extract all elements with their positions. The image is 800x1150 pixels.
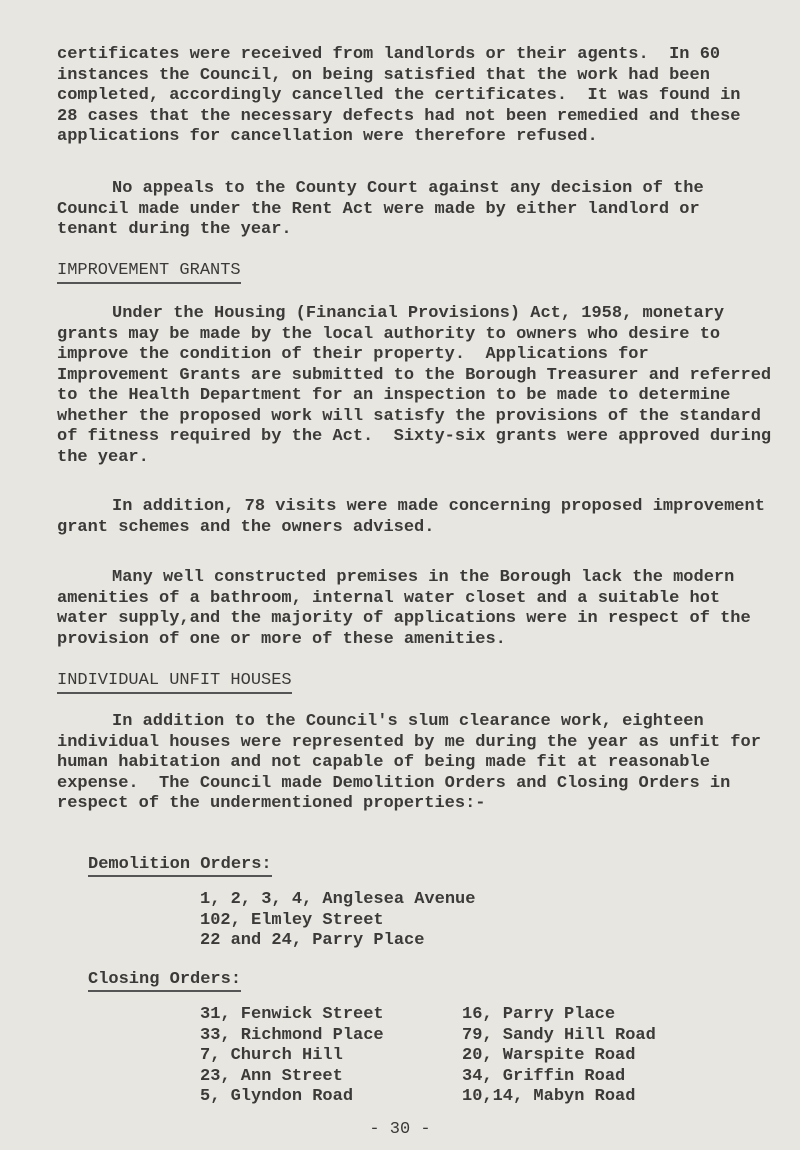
text-line: expense. The Council made Demolition Orders and Closing Orders in xyxy=(57,773,731,793)
text-line: amenities of a bathroom, internal water closet and a suitable hot xyxy=(57,588,721,608)
page-number: - 30 - xyxy=(369,1120,431,1139)
text-line: grants may be made by the local authority to owners who desire to xyxy=(57,324,721,344)
closing-orders-label: Closing Orders: xyxy=(88,970,241,992)
paragraph-unfit-houses xyxy=(57,712,761,815)
demolition-orders-label: Demolition Orders: xyxy=(88,855,272,877)
text-line: completed, accordingly cancelled the certificates. It was found in xyxy=(57,86,741,105)
text-line: 10,14, Mabyn Road xyxy=(462,1087,636,1106)
closing-orders-column-1 xyxy=(200,1005,384,1108)
text-line: 20, Warspite Road xyxy=(462,1046,636,1065)
demolition-orders-list xyxy=(200,890,475,952)
text-line: 31, Fenwick Street xyxy=(200,1005,384,1024)
text-line: instances the Council, on being satisfied that the work had been xyxy=(57,65,710,85)
text-line: grant schemes and the owners advised. xyxy=(57,517,435,537)
text-line: In addition, 78 visits were made concerning proposed improvement xyxy=(112,497,765,516)
text-line: 16, Parry Place xyxy=(462,1005,616,1024)
text-line: 23, Ann Street xyxy=(200,1066,343,1086)
text-line: 79, Sandy Hill Road xyxy=(462,1025,656,1045)
text-line: provision of one or more of these amenities. xyxy=(57,629,506,649)
text-line: respect of the undermentioned properties:- xyxy=(57,794,486,813)
text-line: to the Health Department for an inspection to be made to determine xyxy=(57,386,731,405)
text-line: No appeals to the County Court against any decision of the xyxy=(112,179,704,198)
text-line: 5, Glyndon Road xyxy=(200,1087,354,1106)
text-line: 33, Richmond Place xyxy=(200,1025,384,1045)
text-line: 7, Church Hill xyxy=(200,1046,343,1065)
text-line: of fitness required by the Act. Sixty-six grants were approved during xyxy=(57,427,772,446)
closing-orders-column-2 xyxy=(462,1005,656,1108)
text-line: individual houses were represented by me during the year as unfit for xyxy=(57,732,761,752)
paragraph-amenities xyxy=(57,568,751,650)
paragraph-appeals xyxy=(57,179,704,241)
text-line: human habitation and not capable of being made fit at reasonable xyxy=(57,753,710,772)
paragraph-certificates xyxy=(57,45,741,148)
text-line: applications for cancellation were therefore refused. xyxy=(57,127,598,146)
text-line: 102, Elmley Street xyxy=(200,910,384,930)
text-line: 1, 2, 3, 4, Anglesea Avenue xyxy=(200,890,476,909)
text-line: In addition to the Council's slum clearance work, eighteen xyxy=(112,712,704,731)
text-line: water supply,and the majority of applications were in respect of the xyxy=(57,609,751,628)
text-line: certificates were received from landlords or their agents. In 60 xyxy=(57,45,721,64)
heading-individual-unfit-houses: INDIVIDUAL UNFIT HOUSES xyxy=(57,671,292,694)
text-line: tenant during the year. xyxy=(57,220,292,239)
text-line: 28 cases that the necessary defects had not been remedied and these xyxy=(57,106,741,126)
text-line: Under the Housing (Financial Provisions) Act, 1958, monetary xyxy=(112,304,725,323)
text-line: Many well constructed premises in the Borough lack the modern xyxy=(112,568,735,587)
text-line: improve the condition of their property. Applications for xyxy=(57,345,649,364)
text-line: whether the proposed work will satisfy the provisions of the standard xyxy=(57,406,761,426)
paragraph-grants xyxy=(57,304,771,468)
text-line: 22 and 24, Parry Place xyxy=(200,931,425,950)
heading-improvement-grants: IMPROVEMENT GRANTS xyxy=(57,261,241,284)
text-line: Improvement Grants are submitted to the Borough Treasurer and referred xyxy=(57,365,772,385)
text-line: the year. xyxy=(57,447,149,467)
text-line: 34, Griffin Road xyxy=(462,1066,626,1086)
paragraph-visits xyxy=(57,497,765,538)
text-line: Council made under the Rent Act were made by either landlord or xyxy=(57,199,700,219)
